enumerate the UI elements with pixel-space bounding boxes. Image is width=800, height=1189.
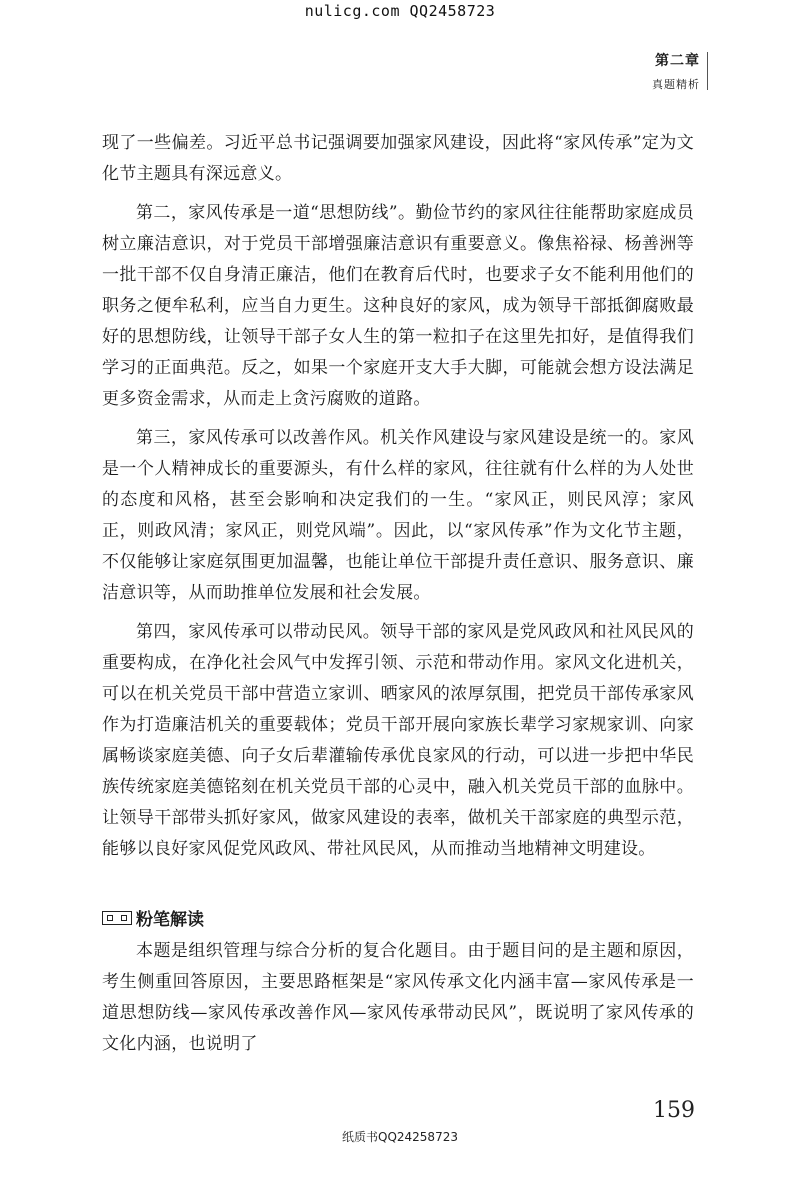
page-body — [102, 128, 694, 1068]
section-label: 真题精析 — [652, 78, 700, 91]
watermark-bottom: 纸质书QQ24258723 — [342, 1130, 458, 1144]
paragraph-1: 现了一些偏差。习近平总书记强调要加强家风建设，因此将“家风传承”定为文化节主题具有深远意义。 — [102, 133, 694, 184]
watermark-top: nulicg.com QQ2458723 — [304, 2, 496, 20]
chapter-label: 第二章 — [655, 53, 700, 69]
section-paragraph-1: 本题是组织管理与综合分析的复合化题目。由于题目问的是主题和原因，考生侧重回答原因，主要思路框架是“家风传承文化内涵丰富—家风传承是一道思想防线—家风传承改善作风—家风传承带动民风”，既说明了家风传承的文化内涵，也说明了 — [102, 941, 694, 1054]
paragraph-4: 第四，家风传承可以带动民风。领导干部的家风是党风政风和社风民风的重要构成，在净化社会风气中发挥引领、示范和带动作用。家风文化进机关，可以在机关党员干部中营造立家训、晒家风的浓厚氛围，把党员干部传承家风作为打造廉洁机关的重要载体；党员干部开展向家族长辈学习家规家训、向家属畅谈家庭美德、向子女后辈灌输传承优良家风的行动，可以进一步把中华民族传统家庭美德铭刻在机关党员干部的心灵中，融入机关党员干部的血脉中。让领导干部带头抓好家风，做家风建设的表率，做机关干部家庭的典型示范，能够以良好家风促党风政风、带社风民风，从而推动当地精神文明建设。 — [102, 622, 694, 859]
paragraph-2: 第二，家风传承是一道“思想防线”。勤俭节约的家风往往能帮助家庭成员树立廉洁意识，对于党员干部增强廉洁意识有重要意义。像焦裕禄、杨善洲等一批干部不仅自身清正廉洁，他们在教育后代时，也要求子女不能利用他们的职务之便牟私利，应当自力更生。这种良好的家风，成为领导干部抵御腐败最好的思想防线，让领导干部子女人生的第一粒扣子在这里先扣好，是值得我们学习的正面典范。反之，如果一个家庭开支大手大脚，可能就会想方设法满足更多资金需求，从而走上贪污腐败的道路。 — [102, 203, 694, 409]
page-number: 159 — [653, 1098, 695, 1123]
paragraph-3: 第三，家风传承可以改善作风。机关作风建设与家风建设是统一的。家风是一个人精神成长的重要源头，有什么样的家风，往往就有什么样的为人处世的态度和风格，甚至会影响和决定我们的一生。“家风正，则民风淳；家风正，则政风清；家风正，则党风端”。因此，以“家风传承”作为文化节主题，不仅能够让家庭氛围更加温馨，也能让单位干部提升责任意识、服务意识、廉洁意识等，从而助推单位发展和社会发展。 — [102, 428, 694, 603]
section-title: 粉笔解读 — [136, 910, 204, 930]
section-heading — [102, 905, 694, 930]
chalk-icon — [102, 911, 132, 925]
running-head — [652, 50, 700, 92]
running-head-divider — [707, 52, 708, 90]
